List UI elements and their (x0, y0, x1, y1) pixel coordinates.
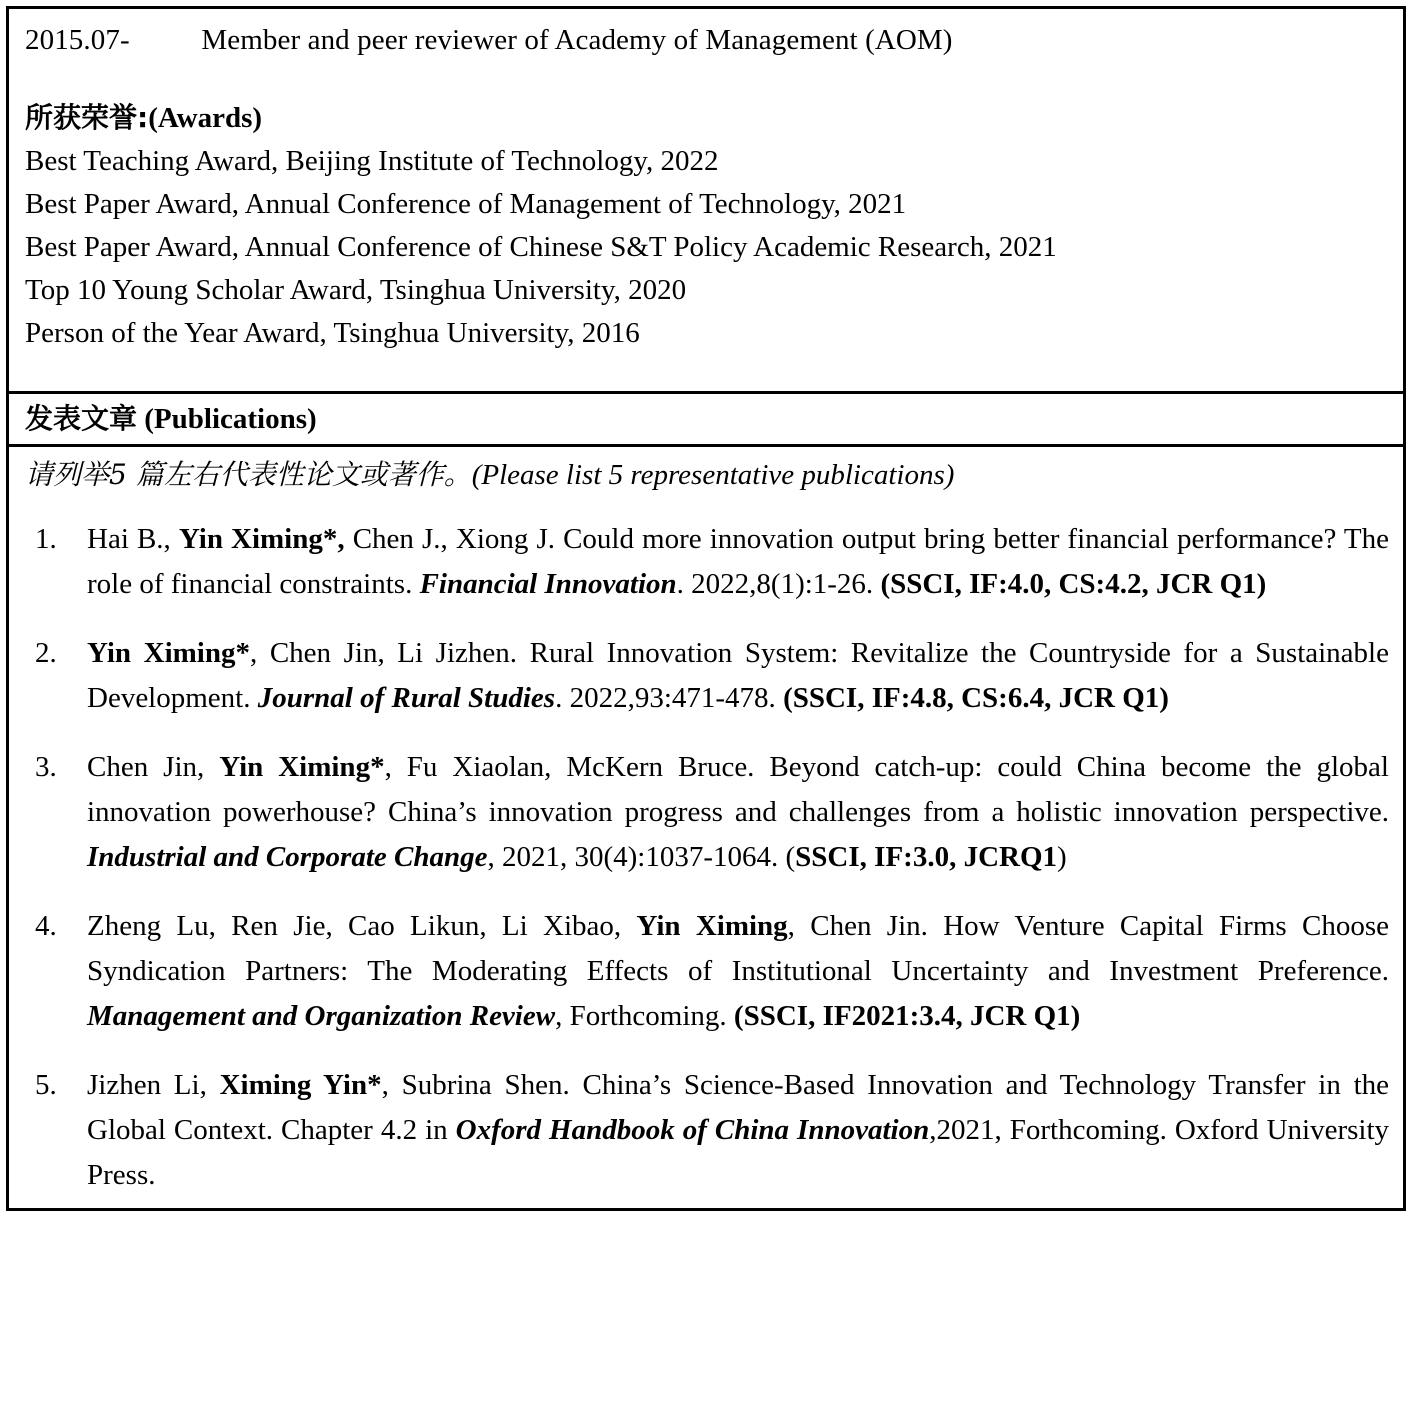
award-item: Top 10 Young Scholar Award, Tsinghua University, 2020 (25, 274, 687, 306)
publication-authors-post: , Chen Jin, Li Jizhen. Rural Innovation System: Revitalize the Countryside for a Sustainable Development. (87, 637, 1389, 714)
publications-instruction (25, 453, 1389, 497)
spacer (25, 355, 1389, 391)
publication-authors-post: Chen J., Xiong J. Could more innovation output bring better financial performance? The role of financial constraints. (87, 523, 1389, 600)
publication-journal: Oxford Handbook of China Innovation (455, 1114, 930, 1146)
publication-entry (25, 1063, 1389, 1198)
publication-author-highlight: Yin Ximing* (219, 751, 385, 783)
publication-author-highlight: Yin Ximing*, (178, 523, 345, 555)
awards-heading-cjk: 所获荣誉: (25, 101, 149, 134)
publication-number: 4. (35, 910, 57, 942)
publication-authors-post: , Subrina Shen. China’s Science-Based Innovation and Technology Transfer in the Global Context. Chapter 4.2 in (87, 1069, 1389, 1146)
awards-heading-en: (Awards) (148, 102, 263, 134)
service-date: 2015.07- (25, 24, 130, 56)
publication-journal: Financial Innovation (419, 568, 677, 600)
publication-entry (25, 745, 1389, 880)
award-item: Person of the Year Award, Tsinghua University, 2016 (25, 317, 640, 349)
publication-authors-post: , Fu Xiaolan, McKern Bruce. Beyond catch-up: could China become the global innovation powerhouse? China’s innovation progress and challenges from a holistic innovation perspective. (87, 751, 1389, 828)
publication-journal: Management and Organization Review (87, 1000, 556, 1032)
publications-list (25, 517, 1389, 1198)
publication-author-highlight: Yin Ximing* (87, 637, 250, 669)
publication-metrics: (SSCI, IF:4.8, CS:6.4, JCR Q1) (783, 682, 1169, 714)
service-and-awards-section (9, 9, 1403, 391)
spacer (25, 62, 1389, 92)
service-description: Member and peer reviewer of Academy of Management (AOM) (201, 24, 953, 56)
publication-entry (25, 904, 1389, 1039)
publication-journal: Industrial and Corporate Change (87, 841, 488, 873)
publications-body (9, 444, 1403, 1208)
publication-authors-pre: Chen Jin, (87, 751, 220, 783)
publication-authors-pre: Jizhen Li, (87, 1069, 220, 1101)
awards-heading (25, 96, 1389, 140)
publications-instruction-cjk: 请列举5 篇左右代表性论文或著作。 (25, 458, 472, 491)
award-item: Best Teaching Award, Beijing Institute of Technology, 2022 (25, 145, 719, 177)
cv-table (6, 6, 1406, 1211)
publication-citation: , 2021, 30(4):1037-1064. ( (487, 841, 796, 873)
publication-author-highlight: Yin Ximing (636, 910, 788, 942)
publications-instruction-en: (Please list 5 representative publications) (471, 459, 955, 491)
publications-heading-cjk: 发表文章 (25, 402, 138, 435)
publication-metrics: (SSCI, IF2021:3.4, JCR Q1) (733, 1000, 1081, 1032)
publication-entry (25, 631, 1389, 721)
publication-entry (25, 517, 1389, 607)
publication-citation: . 2022,8(1):1-26. (676, 568, 881, 600)
publications-section-header (9, 391, 1403, 444)
publication-tail: ) (1057, 841, 1067, 873)
publication-author-highlight: Ximing Yin* (219, 1069, 382, 1101)
publication-citation: . 2022,93:471-478. (555, 682, 784, 714)
publication-authors-pre: Zheng Lu, Ren Jie, Cao Likun, Li Xibao, (87, 910, 637, 942)
award-item: Best Paper Award, Annual Conference of Management of Technology, 2021 (25, 188, 907, 220)
publication-authors-pre: Hai B., (87, 523, 179, 555)
publication-number: 2. (35, 637, 57, 669)
publications-heading-en: (Publications) (144, 403, 317, 435)
publication-number: 5. (35, 1069, 57, 1101)
publication-citation: ,2021, Forthcoming. Oxford University Press. (87, 1114, 1390, 1191)
publication-citation: , Forthcoming. (555, 1000, 734, 1032)
award-item: Best Paper Award, Annual Conference of Chinese S&T Policy Academic Research, 2021 (25, 231, 1057, 263)
publication-number: 3. (35, 751, 57, 783)
publication-number: 1. (35, 523, 57, 555)
service-line (25, 19, 1389, 62)
publication-metrics: SSCI, IF:3.0, JCRQ1 (795, 841, 1058, 873)
publication-metrics: (SSCI, IF:4.0, CS:4.2, JCR Q1) (880, 568, 1267, 600)
publication-journal: Journal of Rural Studies (257, 682, 556, 714)
publication-authors-post: , Chen Jin. How Venture Capital Firms Choose Syndication Partners: The Moderating Effects of Institutional Uncertainty and Investment Preference. (87, 910, 1389, 987)
